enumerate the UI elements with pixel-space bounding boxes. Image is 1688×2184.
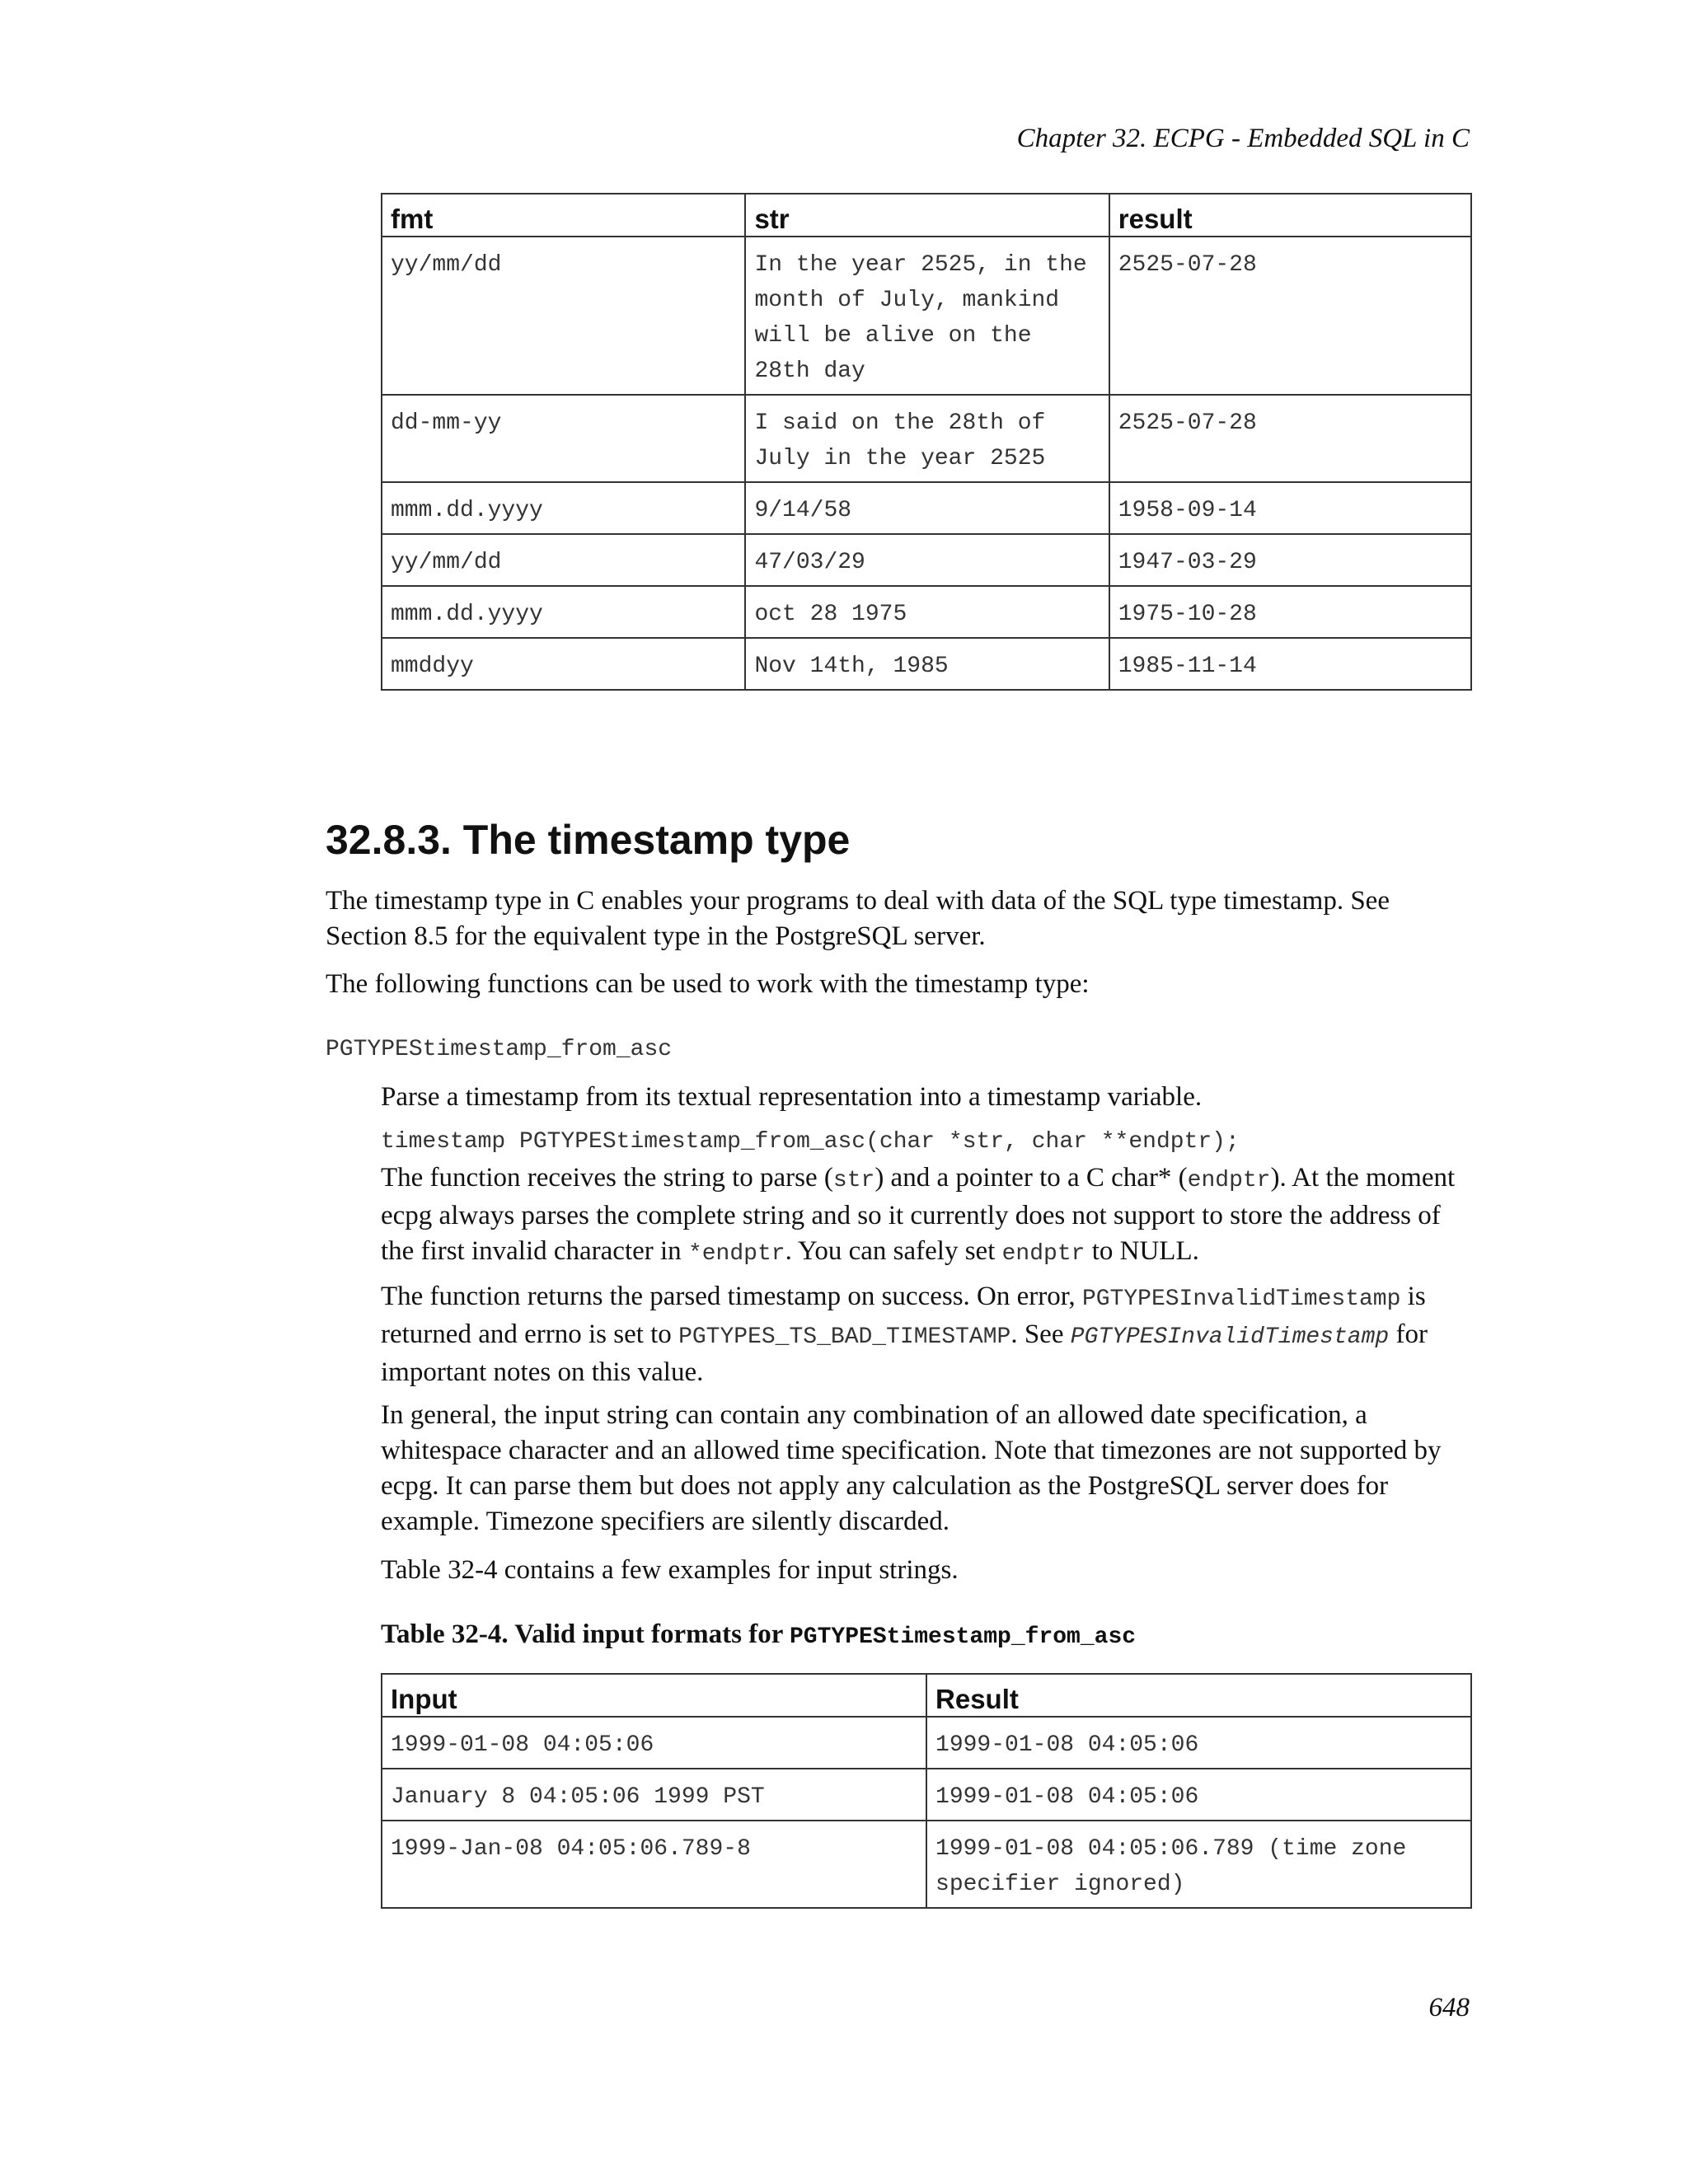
table-row <box>382 534 1471 586</box>
text-run: is returned and errno is set to <box>381 1282 1426 1349</box>
column-header-input: Input <box>382 1674 926 1717</box>
table-cell: 1958-09-14 <box>1109 482 1471 534</box>
table-caption <box>381 1619 1136 1650</box>
column-header-str: str <box>745 194 1109 237</box>
parameter-code: endptr <box>1187 1168 1271 1193</box>
input-string-paragraph: In general, the input string can contain any combination of an allowed date specification, a whitespace character and an allowed time specification. Note that timezones are not supported by ecpg. It can parse them but does not apply any calculation as the PostgreSQL server does for example. Timezone specifiers are silently discarded. <box>381 1400 1442 1536</box>
table-cell: 1999-01-08 04:05:06 <box>926 1769 1471 1821</box>
table-cell: oct 28 1975 <box>745 586 1109 638</box>
table-cell: mmddyy <box>382 638 745 690</box>
table-cell: 2525-07-28 <box>1109 237 1471 395</box>
caption-text: Table 32-4. Valid input formats for <box>381 1619 790 1649</box>
table-cell: 2525-07-28 <box>1109 395 1471 482</box>
section-intro-paragraph: The timestamp type in C enables your programs to deal with data of the SQL type timestamp. See Section 8.5 for the equivalent type in the PostgreSQL server. <box>326 886 1390 951</box>
table-cell: 1947-03-29 <box>1109 534 1471 586</box>
text-run: . See <box>1010 1319 1071 1349</box>
table-row <box>382 638 1471 690</box>
format-examples-table <box>381 193 1472 691</box>
table-row <box>382 237 1471 395</box>
table-cell: I said on the 28th of July in the year 2525 <box>745 395 1109 482</box>
table-cell: In the year 2525, in the month of July, mankind will be alive on the 28th day <box>745 237 1109 395</box>
constant-code: PGTYPES_TS_BAD_TIMESTAMP <box>678 1324 1011 1350</box>
table-cell: 1999-01-08 04:05:06.789 (time zone specifier ignored) <box>926 1821 1471 1908</box>
text-run: to NULL. <box>1085 1236 1199 1266</box>
table-row <box>382 1717 1471 1769</box>
constant-code: PGTYPESInvalidTimestamp <box>1081 1286 1401 1312</box>
page-number: 648 <box>1428 1993 1470 2022</box>
function-description-paragraph <box>381 1160 1472 1272</box>
caption-code: PGTYPEStimestamp_from_asc <box>790 1624 1137 1650</box>
table-reference-paragraph: Table 32-4 contains a few examples for input strings. <box>381 1555 959 1585</box>
table-cell: 9/14/58 <box>745 482 1109 534</box>
column-header-result: result <box>1109 194 1471 237</box>
table-cell: January 8 04:05:06 1999 PST <box>382 1769 926 1821</box>
table-cell: Nov 14th, 1985 <box>745 638 1109 690</box>
table-header-row <box>382 194 1471 237</box>
table-cell: 1985-11-14 <box>1109 638 1471 690</box>
function-synopsis: timestamp PGTYPEStimestamp_from_asc(char *str, char **endptr); <box>381 1129 1240 1155</box>
table-cell: yy/mm/dd <box>382 534 745 586</box>
text-run: ) and a pointer to a C char* ( <box>874 1163 1188 1193</box>
parameter-code: str <box>832 1168 875 1193</box>
text-run: The function returns the parsed timestamp on success. On error, <box>381 1282 1082 1311</box>
parameter-code: *endptr <box>687 1241 785 1267</box>
table-row <box>382 1821 1471 1908</box>
function-name-term: PGTYPEStimestamp_from_asc <box>326 1037 673 1062</box>
table-cell: yy/mm/dd <box>382 237 745 395</box>
table-cell: 1975-10-28 <box>1109 586 1471 638</box>
function-summary: Parse a timestamp from its textual representation into a timestamp variable. <box>381 1082 1203 1112</box>
function-return-paragraph <box>381 1279 1472 1390</box>
cross-reference-code: PGTYPESInvalidTimestamp <box>1070 1324 1390 1350</box>
column-header-fmt: fmt <box>382 194 745 237</box>
column-header-result: Result <box>926 1674 1471 1717</box>
section-title: 32.8.3. The timestamp type <box>326 817 851 863</box>
text-run: ). At the moment ecpg always parses the complete string and so it currently does not support to store the address of the first invalid character in <box>381 1163 1456 1266</box>
table-row <box>382 1769 1471 1821</box>
table-cell: mmm.dd.yyyy <box>382 482 745 534</box>
table-cell: 1999-01-08 04:05:06 <box>926 1717 1471 1769</box>
table-cell: 1999-Jan-08 04:05:06.789-8 <box>382 1821 926 1908</box>
text-run: for important notes on this value. <box>381 1319 1428 1387</box>
table-cell: 47/03/29 <box>745 534 1109 586</box>
table-row <box>382 395 1471 482</box>
parameter-code: endptr <box>1001 1241 1085 1267</box>
table-cell: mmm.dd.yyyy <box>382 586 745 638</box>
chapter-header: Chapter 32. ECPG - Embedded SQL in C <box>1016 124 1470 153</box>
text-run: . You can safely set <box>785 1236 1002 1266</box>
table-cell: 1999-01-08 04:05:06 <box>382 1717 926 1769</box>
valid-input-formats-table <box>381 1673 1472 1909</box>
table-row <box>382 482 1471 534</box>
table-header-row <box>382 1674 1471 1717</box>
table-row <box>382 586 1471 638</box>
section-intro-paragraph-2: The following functions can be used to work with the timestamp type: <box>326 969 1090 999</box>
text-run: The function receives the string to parse ( <box>381 1163 833 1193</box>
table-cell: dd-mm-yy <box>382 395 745 482</box>
